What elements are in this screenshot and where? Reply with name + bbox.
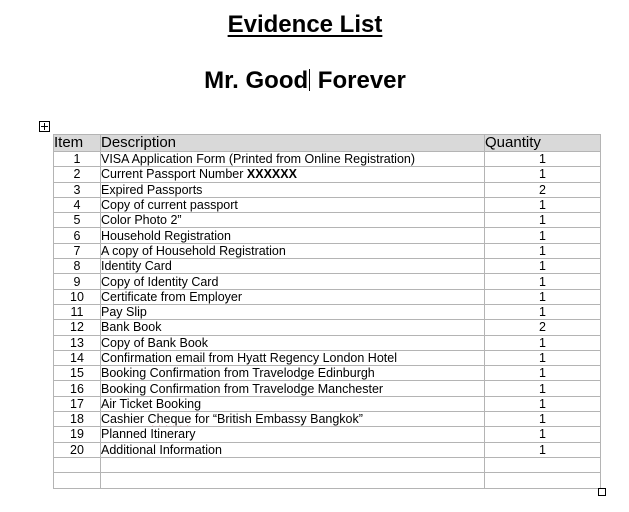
item-number-cell[interactable]: 6: [54, 228, 101, 243]
item-number-cell[interactable]: 11: [54, 304, 101, 319]
item-number-cell[interactable]: 13: [54, 335, 101, 350]
table-header-row: [54, 135, 601, 152]
table-body: [54, 152, 601, 489]
quantity-cell[interactable]: [485, 457, 601, 472]
quantity-cell[interactable]: 1: [485, 304, 601, 319]
quantity-cell[interactable]: 1: [485, 396, 601, 411]
table-row: [54, 412, 601, 427]
document-title: Evidence List: [227, 11, 383, 38]
description-text: Color Photo 2”: [101, 213, 182, 228]
quantity-cell[interactable]: 1: [485, 366, 601, 381]
description-text: Air Ticket Booking: [101, 396, 202, 411]
description-cell[interactable]: [101, 213, 485, 228]
table-row: [54, 366, 601, 381]
description-text: Cashier: [101, 412, 148, 427]
description-cell[interactable]: [101, 457, 485, 472]
description-cell[interactable]: [101, 473, 485, 488]
item-number-cell[interactable]: 14: [54, 350, 101, 365]
quantity-cell[interactable]: 1: [485, 412, 601, 427]
table-row: [54, 350, 601, 365]
description-text: Expired Passports: [101, 182, 203, 197]
item-number-cell[interactable]: 16: [54, 381, 101, 396]
quantity-cell[interactable]: 1: [485, 228, 601, 243]
item-number-cell[interactable]: 7: [54, 243, 101, 258]
description-cell[interactable]: [101, 259, 485, 274]
description-text: Bank Book: [101, 320, 162, 335]
description-cell[interactable]: [101, 366, 485, 381]
quantity-cell[interactable]: 1: [485, 213, 601, 228]
table-row: [54, 335, 601, 350]
quantity-cell[interactable]: 1: [485, 350, 601, 365]
description-cell[interactable]: [101, 350, 485, 365]
description-text: Current Passport Number: [101, 167, 247, 182]
table-move-handle-icon[interactable]: [39, 121, 50, 132]
empty-table-row: [54, 473, 601, 488]
description-cell[interactable]: [101, 304, 485, 319]
description-text-rest: for “British Embassy Bangkok”: [191, 412, 363, 427]
name-first: Mr. Good: [204, 67, 309, 94]
header-quantity[interactable]: Quantity: [485, 135, 601, 152]
table-row: [54, 289, 601, 304]
text-cursor: [309, 69, 310, 91]
table-row: [54, 381, 601, 396]
item-number-cell[interactable]: 3: [54, 182, 101, 197]
item-number-cell[interactable]: 20: [54, 442, 101, 457]
description-text: Identity Card: [101, 259, 172, 274]
header-item[interactable]: Item: [54, 135, 101, 152]
item-number-cell[interactable]: 9: [54, 274, 101, 289]
description-cell[interactable]: [101, 412, 485, 427]
table-resize-handle-icon[interactable]: [598, 488, 606, 496]
table-row: [54, 228, 601, 243]
table-row: [54, 304, 601, 319]
item-number-cell[interactable]: 19: [54, 427, 101, 442]
spellcheck-flagged-word: Cheque: [147, 412, 192, 427]
table-row: [54, 213, 601, 228]
description-cell[interactable]: [101, 427, 485, 442]
table-row: [54, 152, 601, 167]
description-text: Copy of current passport: [101, 198, 238, 213]
item-number-cell[interactable]: [54, 457, 101, 472]
quantity-cell[interactable]: 1: [485, 381, 601, 396]
quantity-cell[interactable]: 1: [485, 197, 601, 212]
item-number-cell[interactable]: 15: [54, 366, 101, 381]
table-row: [54, 442, 601, 457]
quantity-cell[interactable]: 1: [485, 442, 601, 457]
quantity-cell[interactable]: 1: [485, 243, 601, 258]
description-text: Household Registration: [101, 228, 231, 243]
description-cell[interactable]: [101, 320, 485, 335]
quantity-cell[interactable]: [485, 473, 601, 488]
quantity-cell[interactable]: 1: [485, 335, 601, 350]
item-number-cell[interactable]: 18: [54, 412, 101, 427]
description-cell[interactable]: [101, 152, 485, 167]
quantity-cell[interactable]: 1: [485, 289, 601, 304]
description-text: Planned Itinerary: [101, 427, 196, 442]
header-description[interactable]: Description: [101, 135, 485, 152]
table-row: [54, 197, 601, 212]
description-cell[interactable]: [101, 396, 485, 411]
description-cell[interactable]: [101, 228, 485, 243]
description-cell[interactable]: [101, 182, 485, 197]
description-cell[interactable]: [101, 197, 485, 212]
item-number-cell[interactable]: 17: [54, 396, 101, 411]
description-text: Booking Confirmation from Travelodge Edinburgh: [101, 366, 375, 381]
quantity-cell[interactable]: 1: [485, 167, 601, 182]
item-number-cell[interactable]: [54, 473, 101, 488]
description-text: Copy of Identity Card: [101, 274, 219, 289]
description-text: Additional Information: [101, 442, 222, 457]
description-cell[interactable]: [101, 335, 485, 350]
quantity-cell[interactable]: 2: [485, 320, 601, 335]
quantity-cell[interactable]: 1: [485, 427, 601, 442]
description-cell[interactable]: [101, 381, 485, 396]
table-row: [54, 320, 601, 335]
description-cell[interactable]: [101, 167, 485, 182]
table-row: [54, 274, 601, 289]
empty-table-row: [54, 457, 601, 472]
table-row: [54, 243, 601, 258]
description-cell[interactable]: [101, 243, 485, 258]
quantity-cell[interactable]: 2: [485, 182, 601, 197]
description-cell[interactable]: [101, 442, 485, 457]
table-row: [54, 259, 601, 274]
table-row: [54, 182, 601, 197]
quantity-cell[interactable]: 1: [485, 259, 601, 274]
description-text: Certificate from Employer: [101, 289, 243, 304]
item-number-cell[interactable]: 5: [54, 213, 101, 228]
table-row: [54, 167, 601, 182]
name-last: Forever: [311, 67, 406, 94]
evidence-table: [53, 134, 601, 489]
quantity-cell[interactable]: 1: [485, 152, 601, 167]
description-cell[interactable]: [101, 289, 485, 304]
document-subtitle: [0, 67, 610, 95]
item-number-cell[interactable]: 2: [54, 167, 101, 182]
item-number-cell[interactable]: 12: [54, 320, 101, 335]
description-text: Confirmation email from Hyatt Regency London Hotel: [101, 351, 397, 365]
description-cell[interactable]: [101, 274, 485, 289]
description-text: Copy of Bank Book: [101, 335, 209, 350]
description-text: VISA Application Form (Printed from Online Registration): [101, 152, 416, 167]
item-number-cell[interactable]: 10: [54, 289, 101, 304]
description-text: A copy of Household Registration: [101, 243, 286, 258]
table-row: [54, 396, 601, 411]
description-text: Booking Confirmation from Travelodge Manchester: [101, 381, 384, 396]
description-text: Pay Slip: [101, 305, 147, 320]
item-number-cell[interactable]: 1: [54, 152, 101, 167]
passport-number-redacted: XXXXXX: [246, 167, 297, 182]
table-row: [54, 427, 601, 442]
quantity-cell[interactable]: 1: [485, 274, 601, 289]
item-number-cell[interactable]: 8: [54, 259, 101, 274]
item-number-cell[interactable]: 4: [54, 197, 101, 212]
